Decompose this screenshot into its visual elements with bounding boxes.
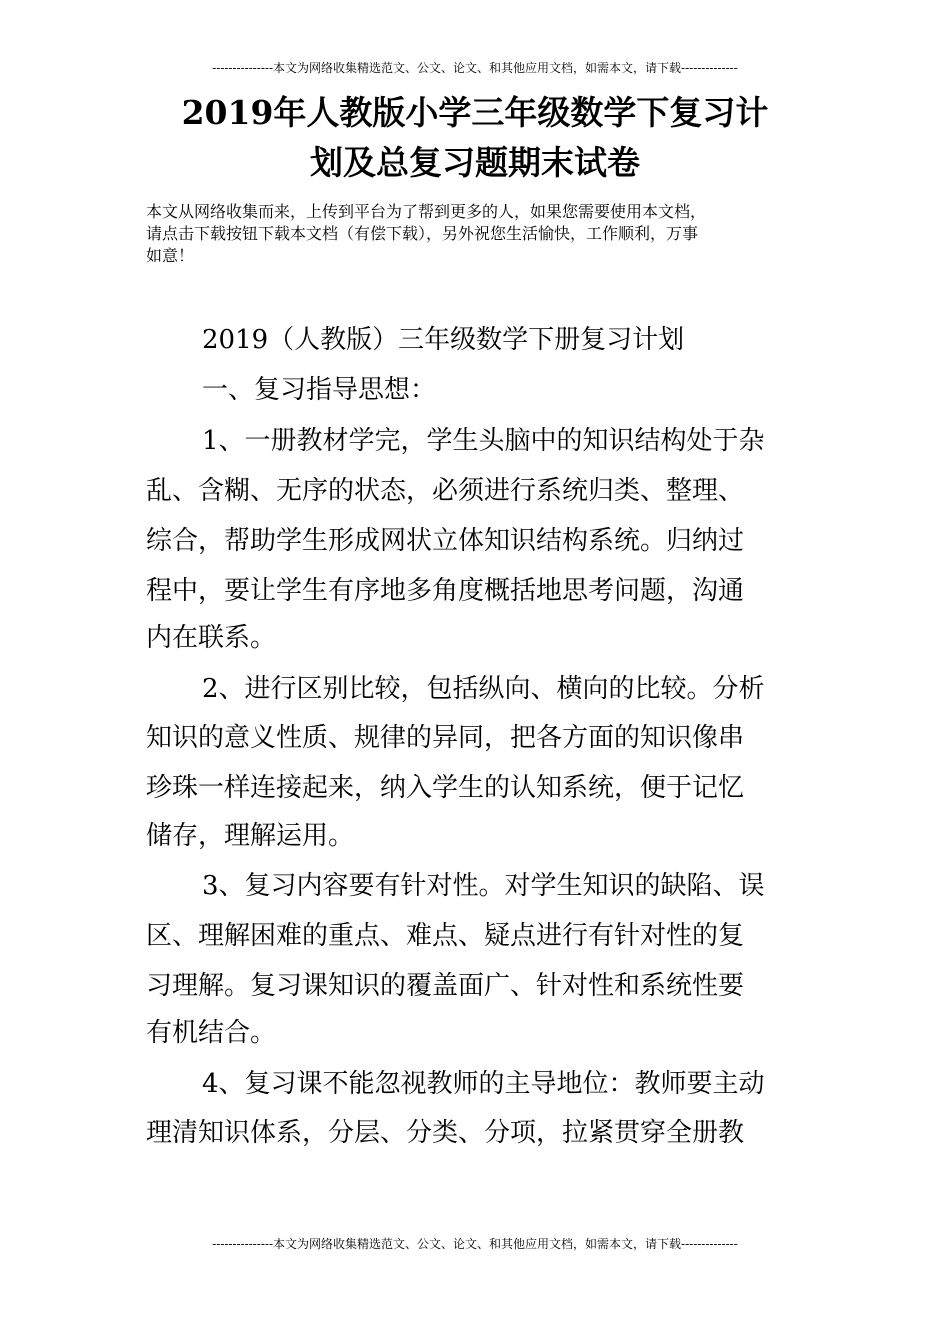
paragraph-1-line: 1、一册教材学完，学生头脑中的知识结构处于杂 xyxy=(202,426,765,456)
paragraph-3-line: 有机结合。 xyxy=(146,1018,277,1048)
intro-line-3: 如意！ xyxy=(146,246,195,265)
paragraph-2-line: 知识的意义性质、规律的异同，把各方面的知识像串 xyxy=(146,723,745,753)
paragraph-3-line: 习理解。复习课知识的覆盖面广、针对性和系统性要 xyxy=(146,971,745,1001)
paragraph-1-line: 综合，帮助学生形成网状立体知识结构系统。归纳过 xyxy=(146,526,745,556)
intro-line-1: 本文从网络收集而来，上传到平台为了帮到更多的人，如果您需要使用本文档， xyxy=(146,202,707,221)
paragraph-3-line: 区、理解困难的重点、难点、疑点进行有针对性的复 xyxy=(146,921,745,951)
paragraph-4-line: 理清知识体系，分层、分类、分项，拉紧贯穿全册教 xyxy=(146,1118,745,1148)
intro-line-2: 请点击下载按钮下载本文档（有偿下载），另外祝您生活愉快，工作顺利，万事 xyxy=(146,224,699,243)
document-title-line-1: 2019年人教版小学三年级数学下复习计 xyxy=(181,93,769,132)
page-footer: ---------------本文为网络收集精选范文、公文、论文、和其他应用文档，如需本文，请下载-------------- xyxy=(212,1237,738,1251)
section-heading: 2019（人教版）三年级数学下册复习计划 xyxy=(202,325,685,355)
page-header: ---------------本文为网络收集精选范文、公文、论文、和其他应用文档，如需本文，请下载-------------- xyxy=(212,61,738,75)
paragraph-2-line: 2、进行区别比较，包括纵向、横向的比较。分析 xyxy=(202,674,765,704)
paragraph-1-line: 内在联系。 xyxy=(146,623,277,653)
paragraph-2-line: 珍珠一样连接起来，纳入学生的认知系统，便于记忆 xyxy=(146,773,745,803)
paragraph-3-line: 3、复习内容要有针对性。对学生知识的缺陷、误 xyxy=(202,871,765,901)
section-1-title: 一、复习指导思想： xyxy=(202,375,437,405)
paragraph-2-line: 储存，理解运用。 xyxy=(146,821,355,851)
paragraph-4-line: 4、复习课不能忽视教师的主导地位：教师要主动 xyxy=(202,1069,765,1099)
document-title-line-2: 划及总复习题期末试卷 xyxy=(310,143,640,182)
paragraph-1-line: 乱、含糊、无序的状态，必须进行系统归类、整理、 xyxy=(146,476,745,506)
paragraph-1-line: 程中，要让学生有序地多角度概括地思考问题，沟通 xyxy=(146,576,745,606)
